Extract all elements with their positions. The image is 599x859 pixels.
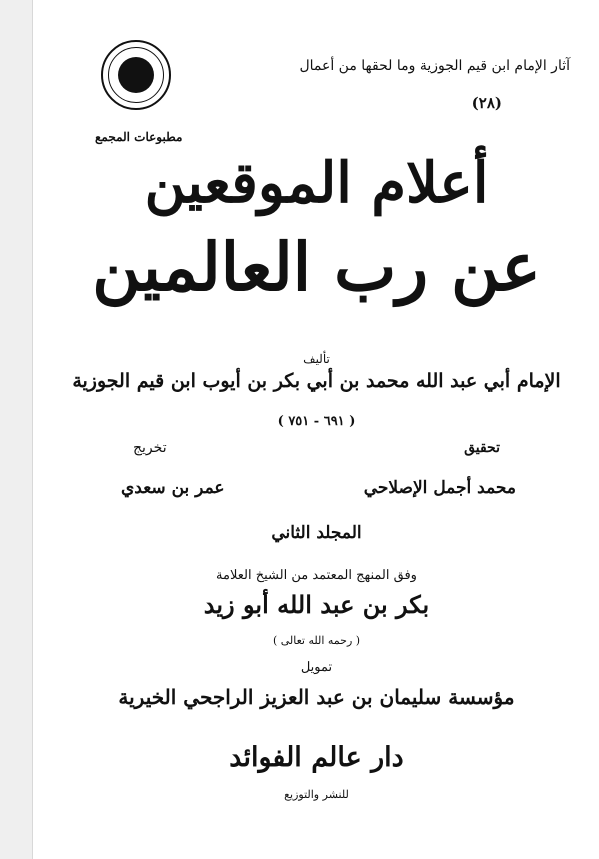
series-title: آثار الإمام ابن قيم الجوزية وما لحقها من أعمال: [299, 58, 570, 74]
author-name: الإمام أبي عبد الله محمد بن أبي بكر بن أيوب ابن قيم الجوزية: [72, 370, 561, 392]
volume-label: المجلد الثاني: [271, 523, 362, 543]
book-title-line2: عن رب العالمين: [92, 228, 541, 306]
rahimahu-line: ( رحمه الله تعالى ): [272, 634, 361, 647]
scholar-name: بكر بن عبد الله أبو زيد: [203, 590, 430, 619]
publisher-name: دار عالم الفوائد: [229, 742, 404, 773]
funding-label: تمويل: [300, 660, 333, 675]
editor-label: تحقيق: [464, 440, 500, 456]
editor-name: محمد أجمل الإصلاحي: [363, 478, 516, 498]
series-number: (٢٨): [471, 94, 502, 112]
author-dates: ( ٦٩١ - ٧٥١ ): [277, 414, 356, 429]
book-title-page: [32, 0, 599, 859]
foundation-name: مؤسسة سليمان بن عبد العزيز الراجحي الخيرية: [118, 685, 515, 709]
takhrij-label: تخريج: [133, 440, 167, 456]
method-line: وفق المنهج المعتمد من الشيخ العلامة: [216, 568, 417, 583]
publisher-subtitle: للنشر والتوزيع: [284, 788, 349, 801]
authored-by-label: تأليف: [303, 352, 330, 366]
book-title-line1: أعلام الموقعين: [144, 150, 489, 216]
academy-seal-logo: [101, 40, 171, 110]
publisher-mark: مطبوعات المجمع: [95, 130, 183, 144]
takhrij-name: عمر بن سعدي: [121, 478, 225, 498]
